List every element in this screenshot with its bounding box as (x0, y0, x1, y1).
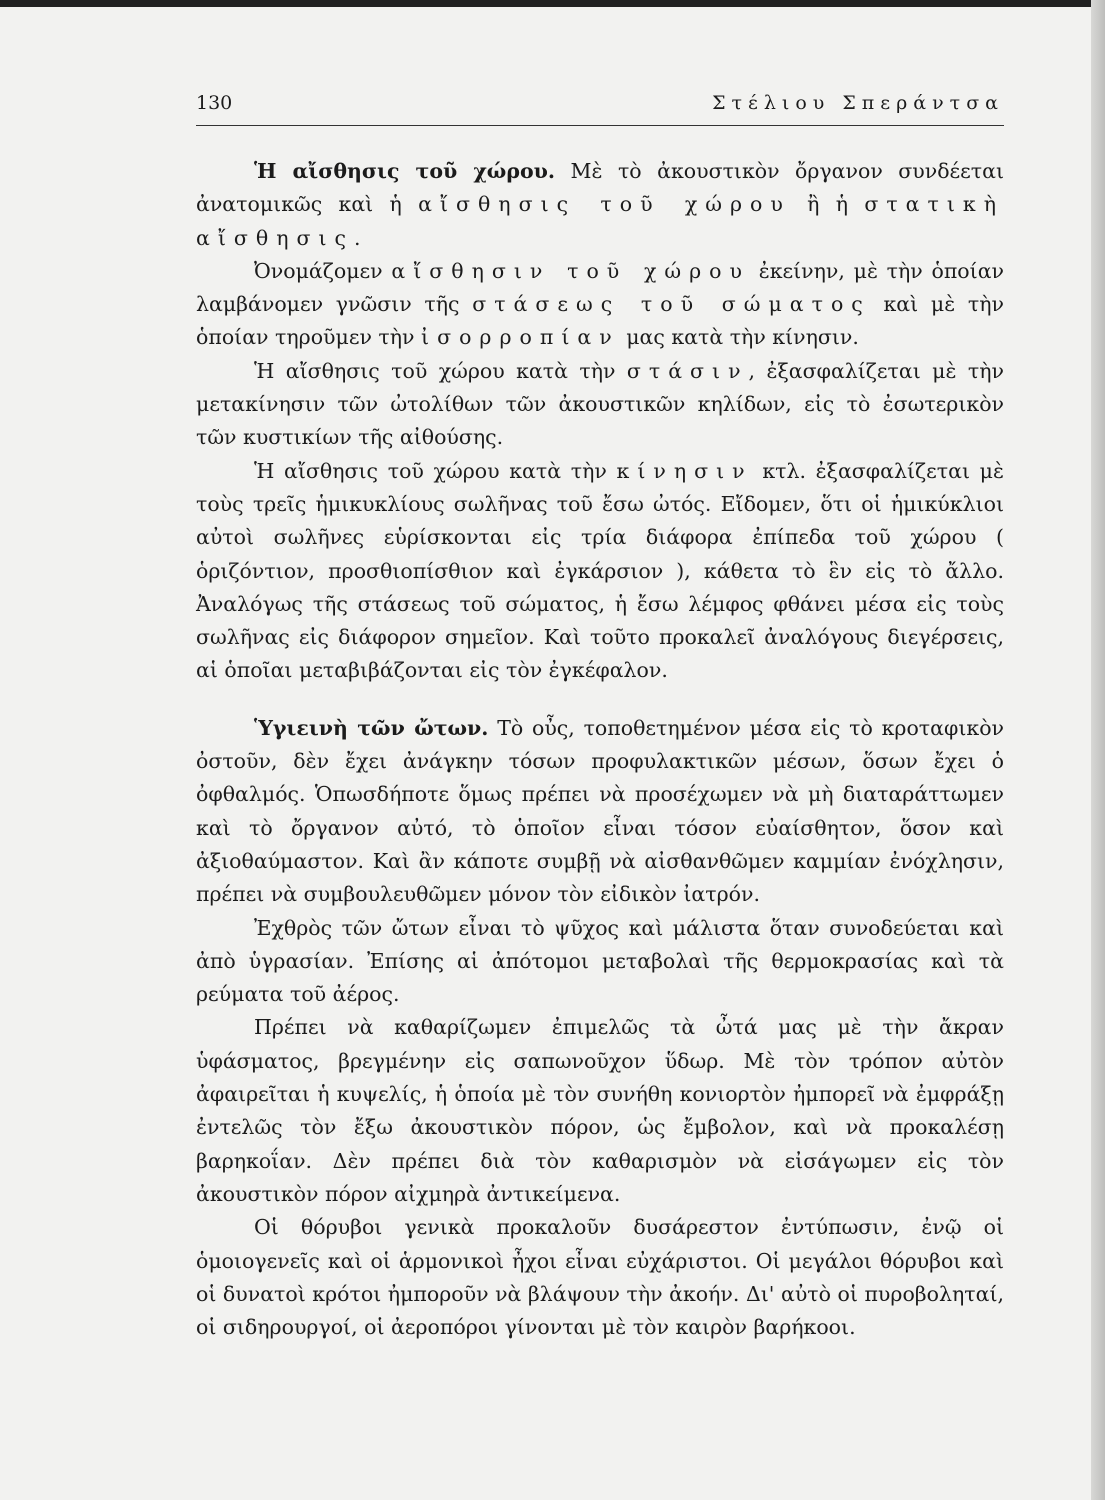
scan-right-edge (1091, 0, 1105, 1500)
paragraph-text: μας κατὰ τὴν κίνησιν. (619, 325, 859, 350)
spaced-term: αἴσθησιν τοῦ χώρου (391, 258, 750, 283)
spaced-term: κίνησιν (616, 458, 753, 483)
paragraph: Οἱ θόρυβοι γενικὰ προκαλοῦν δυσάρεστον ἐντύπωσιν, ἐνῷ οἱ ὁμοιογενεῖς καὶ οἱ ἁρμονικοὶ ἦχοι εἶναι εὐχάριστοι. Οἱ μεγάλοι θόρυβοι καὶ οἱ δυνατοὶ κρότοι ἠμποροῦν νὰ βλάψουν τὴν ἀκοήν. Δι' αὐτὸ οἱ πυροβοληταί, οἱ σιδηρουργοί, οἱ ἀεροπόροι γίνονται μὲ τὸν καιρὸν βαρήκοοι. (196, 1215, 1004, 1340)
spaced-term: στάσεως τοῦ σώματος (472, 292, 871, 317)
spaced-term: ἰσορροπίαν (421, 325, 620, 350)
paragraph-text: ἢ ἡ (790, 192, 865, 217)
spaced-term: στατικὴ αἴσθησις (196, 192, 1004, 250)
paragraph: Ἐχθρὸς τῶν ὤτων εἶναι τὸ ψῦχος καὶ μάλιστα ὅταν συνοδεύεται καὶ ἀπὸ ὑγρασίαν. Ἐπίσης αἱ ἀπότομοι μεταβολαὶ τῆς θερμοκρασίας καὶ τὰ ρεύματα τοῦ ἀέρος. (196, 915, 1004, 1007)
section-ear-hygiene-intro (196, 712, 1004, 912)
section-heading: Ἡ αἴσθησις τοῦ χώρου. (254, 159, 555, 183)
paragraph-text: Ἡ αἴσθησις τοῦ χώρου κατὰ τὴν (254, 358, 627, 383)
page-header (196, 92, 1004, 122)
paragraph (196, 255, 1004, 355)
scan-top-edge (0, 0, 1105, 7)
paragraph-text: . (354, 225, 361, 250)
paragraph-text: ἐκείνην, μὲ τὴν ὁποίαν λαμβάνομεν γνῶσιν τῆς (196, 258, 1004, 317)
paragraph (196, 355, 1004, 455)
running-head: Στέλιου Σπεράντσα (712, 92, 1004, 114)
paragraph-text: καὶ μὲ τὴν ὁποίαν τηροῦμεν τὴν (196, 292, 1004, 350)
page-body (196, 155, 1004, 1344)
paragraph-text: Τὸ οὖς, τοποθετημένον μέσα εἰς τὸ κροταφικὸν ὀστοῦν, δὲν ἔχει ἀνάγκην τόσων προφυλακτικῶν μέσων, ὅσων ἔχει ὁ ὀφθαλμός. Ὁπωσδήποτε ὅμως πρέπει νὰ προσέχωμεν νὰ μὴ διαταράττωμεν καὶ τὸ ὄργανον αὐτό, τὸ ὁποῖον εἶναι τόσον εὐαίσθητον, ὅσον καὶ ἀξιοθαύμαστον. Καὶ ἂν κάποτε συμβῇ νὰ αἰσθανθῶμεν καμμίαν ἐνόχλησιν, πρέπει νὰ συμβουλευθῶμεν μόνον τὸν εἰδικὸν ἰατρόν. (196, 715, 1004, 907)
spaced-term: αἴσθησις τοῦ χώρου (418, 192, 791, 217)
spaced-term: στάσιν (626, 358, 749, 383)
paragraph-text: κτλ. ἐξασφαλίζεται μὲ τοὺς τρεῖς ἡμικυκλίους σωλῆνας τοῦ ἔσω ὠτός. Εἴδομεν, ὅτι οἱ ἡμικύκλιοι αὐτοὶ σωλῆνες εὑρίσκονται εἰς τρία διάφορα ἐπίπεδα τοῦ χώρου ( ὁριζόντιον, προσθιοπίσθιον καὶ ἐγκάρσιον ), κάθετα τὸ ἓν εἰς τὸ ἄλλο. Ἀναλόγως τῆς στάσεως τοῦ σώματος, ἡ ἔσω λέμφος φθάνει μέσα εἰς τοὺς σωλῆνας εἰς διάφορον σημεῖον. Καὶ τοῦτο προκαλεῖ ἀναλόγους διεγέρσεις, αἱ ὁποῖαι μεταβιβάζονται εἰς τὸν ἐγκέφαλον. (196, 458, 1004, 683)
header-rule (196, 125, 1004, 126)
page-number: 130 (196, 92, 233, 114)
paragraph-text: Μὲ τὸ ἀκουστικὸν ὄργανον συνδέεται ἀνατομικῶς καὶ ἡ (196, 159, 1004, 217)
section-space-perception-intro (196, 155, 1004, 255)
paragraph: Πρέπει νὰ καθαρίζωμεν ἐπιμελῶς τὰ ὦτά μας μὲ τὴν ἄκραν ὑφάσματος, βρεγμένην εἰς σαπωνοῦχον ὕδωρ. Μὲ τὸν τρόπον αὐτὸν ἀφαιρεῖται ἡ κυψελίς, ἡ ὁποία μὲ τὸν συνήθη κονιορτὸν ἠμπορεῖ νὰ ἐμφράξῃ ἐντελῶς τὸν ἔξω ἀκουστικὸν πόρον, ὡς ἔμβολον, καὶ νὰ προκαλέσῃ βαρηκοΐαν. Δὲν πρέπει διὰ τὸν καθαρισμὸν νὰ εἰσάγωμεν εἰς τὸν ἀκουστικὸν πόρον αἰχμηρὰ ἀντικείμενα. (196, 1015, 1004, 1206)
paragraph-text: Ὀνομάζομεν (254, 258, 392, 283)
paragraph-text: , ἐξασφαλίζεται μὲ τὴν μετακίνησιν τῶν ὠτολίθων τῶν ἀκουστικῶν κηλίδων, εἰς τὸ ἐσωτερικὸν τῶν κυστικίων τῆς αἰθούσης. (196, 358, 1004, 450)
section-heading: Ὑγιεινὴ τῶν ὤτων. (254, 715, 489, 740)
paragraph-text: Ἡ αἴσθησις τοῦ χώρου κατὰ τὴν (254, 458, 617, 483)
paragraph (196, 455, 1004, 688)
